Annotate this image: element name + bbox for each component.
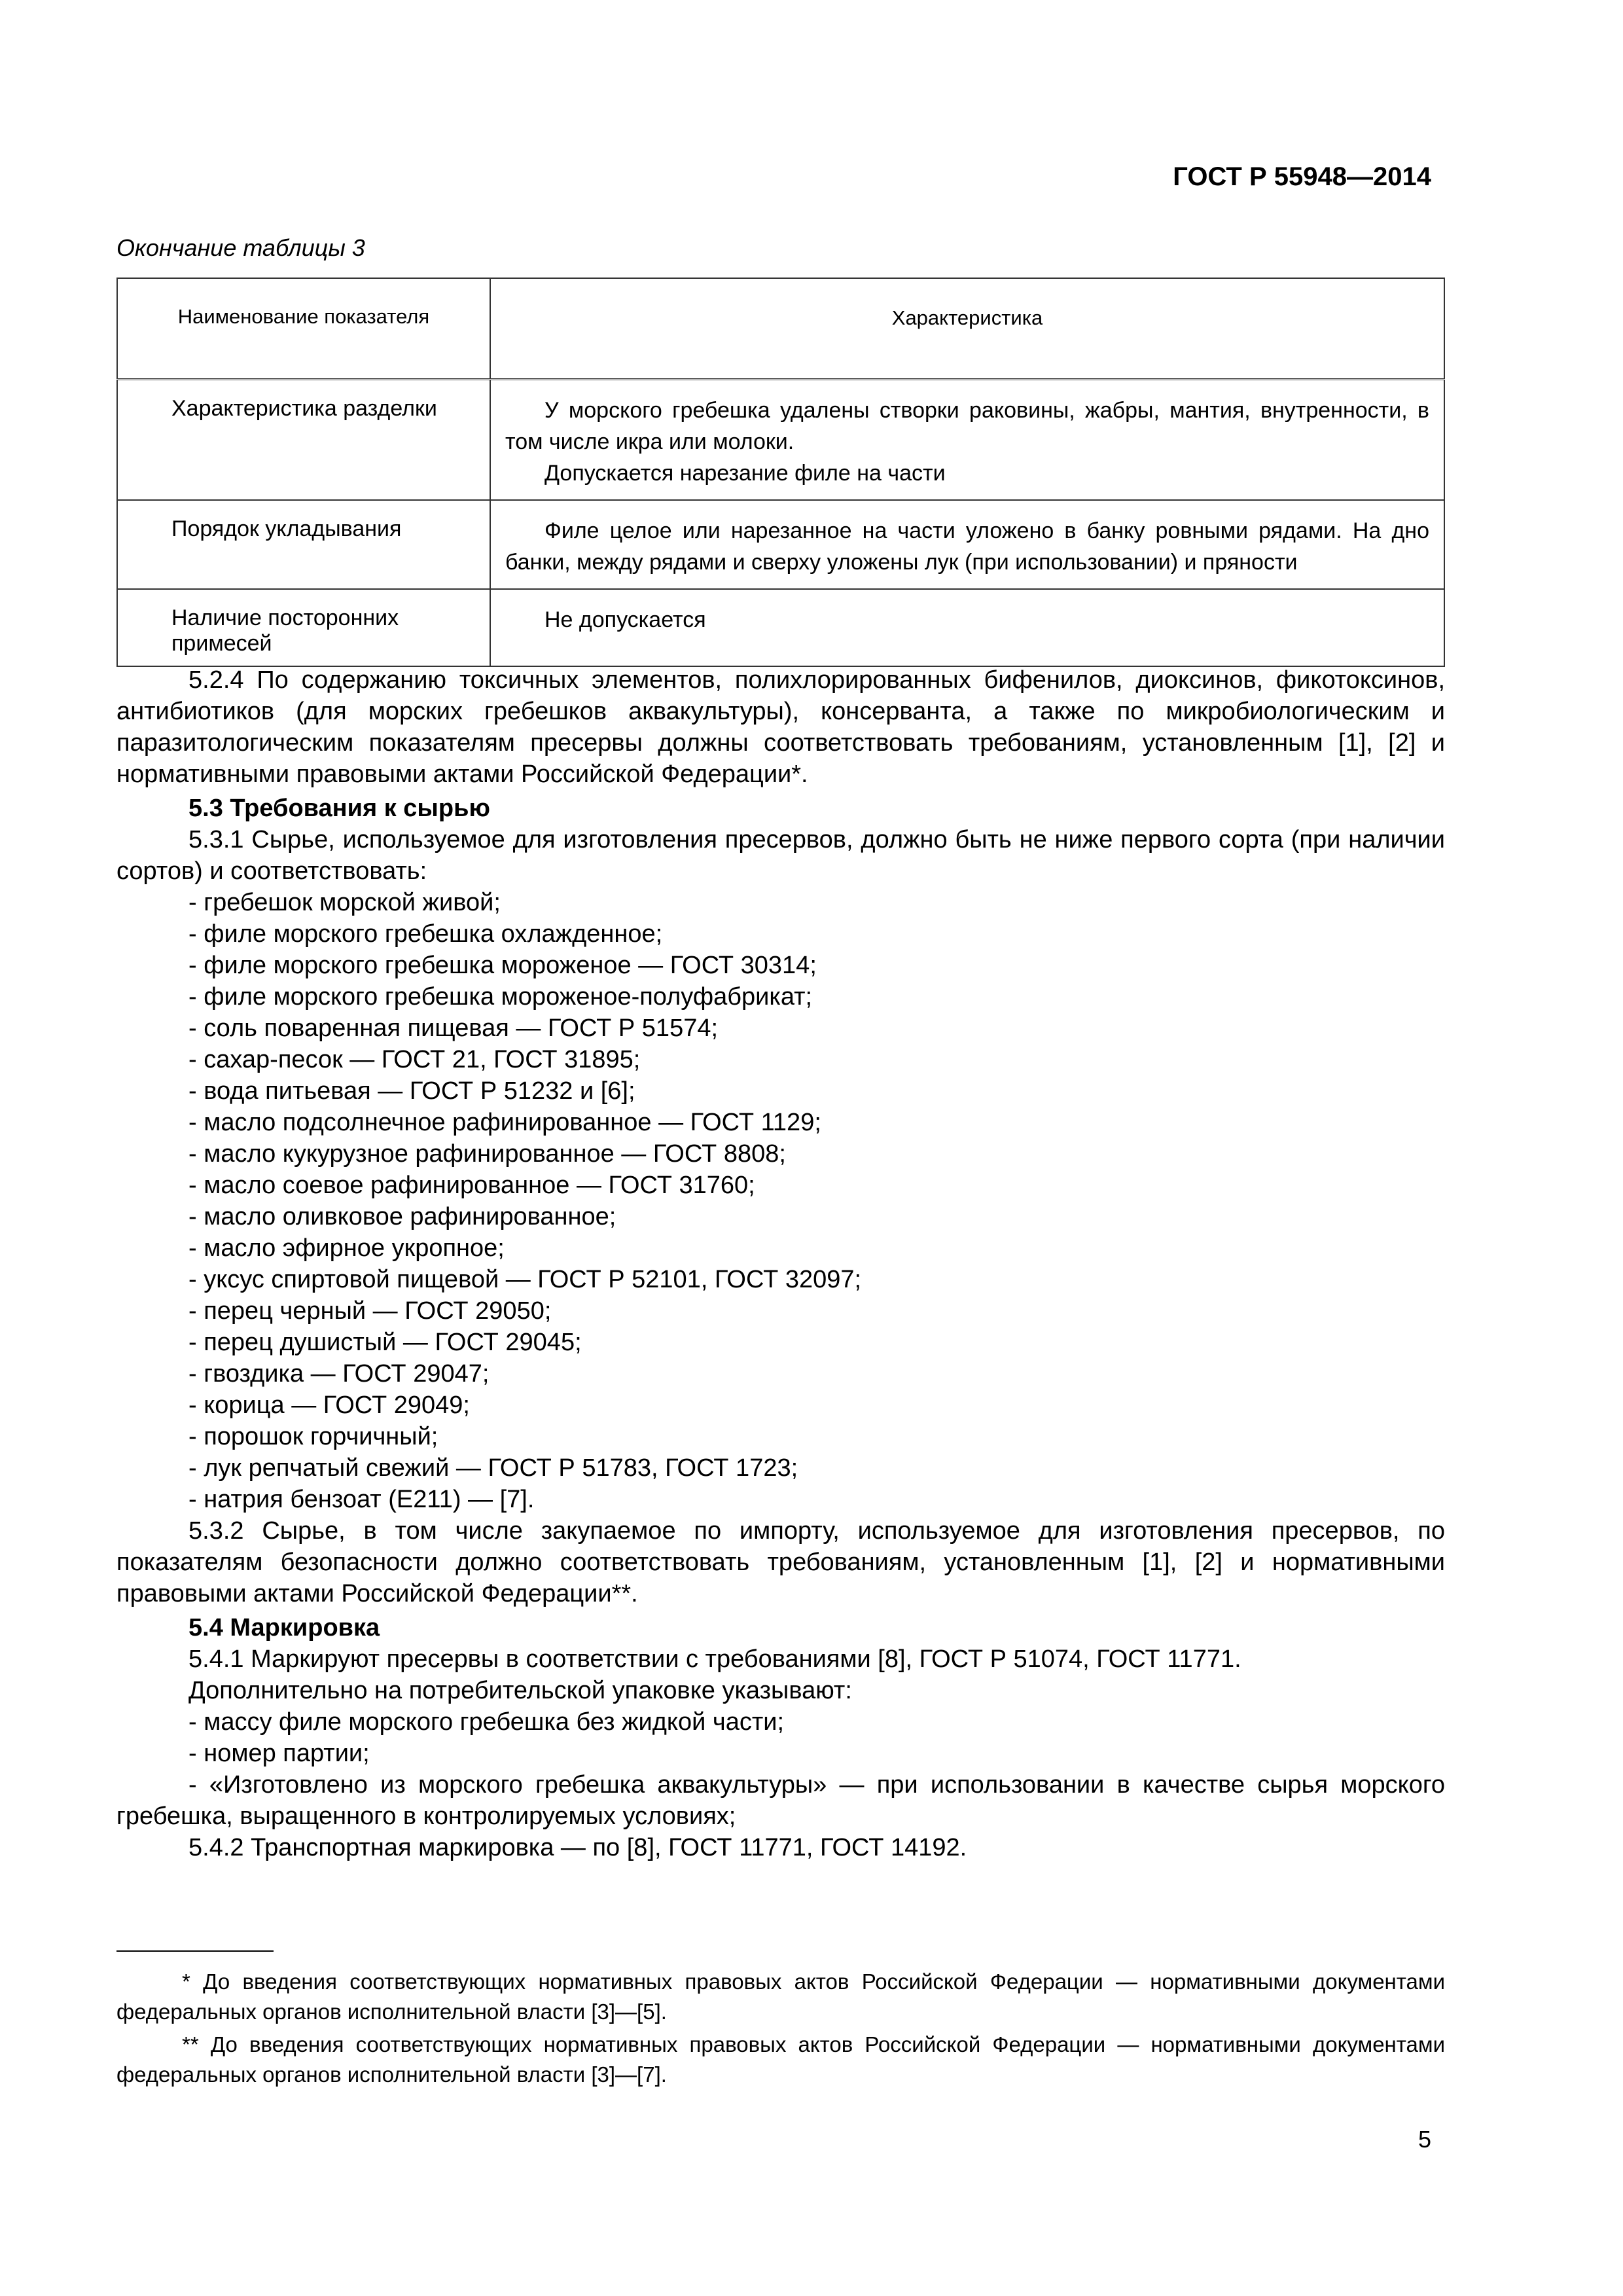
list-item: - перец душистый — ГОСТ 29045; (188, 1329, 582, 1356)
list-item: - соль поваренная пищевая — ГОСТ Р 51574; (188, 1014, 719, 1042)
list-item: - гвоздика — ГОСТ 29047; (188, 1360, 490, 1388)
section-heading-5-4: 5.4 Маркировка (188, 1614, 380, 1641)
column-header-name: Наименование показателя (117, 278, 490, 380)
list-item: - филе морского гребешка мороженое — ГОСТ 30314; (188, 952, 817, 979)
paragraph-5-4-1-additional: Дополнительно на потребительской упаковке указывают: (188, 1677, 852, 1704)
list-item: - номер партии; (188, 1740, 370, 1767)
list-item: - масло оливковое рафинированное; (188, 1203, 616, 1230)
table-row (117, 380, 1444, 501)
list-item: - сахар-песок — ГОСТ 21, ГОСТ 31895; (188, 1046, 641, 1073)
document-id: ГОСТ Р 55948—2014 (1173, 162, 1431, 191)
row-desc-text: Филе целое или нарезанное на части уложено в банку ровными рядами. На дно банки, между рядами и сверху уложены лук (при использовании) и пряности (505, 518, 1429, 575)
list-item: - масло кукурузное рафинированное — ГОСТ 8808; (188, 1140, 786, 1168)
list-item: - массу филе морского гребешка без жидкой части; (188, 1708, 785, 1736)
row-name: Характеристика разделки (171, 396, 437, 421)
paragraph-5-3-1: 5.3.1 Сырье, используемое для изготовления пресервов, должно быть не ниже первого сорта (при наличии сортов) и соответствовать: (116, 826, 1445, 885)
table-caption: Окончание таблицы 3 (116, 234, 365, 261)
footnote-separator (116, 1950, 274, 1952)
paragraph-5-3-2: 5.3.2 Сырье, в том числе закупаемое по импорту, используемое для изготовления пресервов, по показателям безопасности должно соответствовать требованиям, установленным [1], [2] и нормативными правовыми актами Российской Федерации**. (116, 1517, 1445, 1607)
row-desc-cell (490, 380, 1444, 501)
raw-materials-list (116, 887, 1445, 1515)
paragraph-5-4-1: 5.4.1 Маркируют пресервы в соответствии с требованиями [8], ГОСТ Р 51074, ГОСТ 11771. (188, 1645, 1241, 1673)
list-item: - порошок горчичный; (188, 1423, 438, 1450)
list-item: - филе морского гребешка мороженое-полуфабрикат; (188, 983, 813, 1011)
list-item: - вода питьевая — ГОСТ Р 51232 и [6]; (188, 1077, 635, 1105)
row-name-cell (117, 500, 490, 589)
list-item: - масло соевое рафинированное — ГОСТ 31760; (188, 1172, 755, 1199)
document-body (116, 664, 1445, 1863)
table-header-row (117, 278, 1444, 380)
list-item: - филе морского гребешка охлажденное; (188, 920, 663, 948)
paragraph-5-4-2: 5.4.2 Транспортная маркировка — по [8], ГОСТ 11771, ГОСТ 14192. (188, 1834, 967, 1861)
footnote: * До введения соответствующих нормативных правовых актов Российской Федерации — нормативными документами федеральных органов исполнительной власти [3]—[5]. (116, 1969, 1445, 2024)
row-name-cell (117, 589, 490, 666)
row-desc-text: Не допускается (544, 607, 706, 632)
list-item: - уксус спиртовой пищевой — ГОСТ Р 52101, ГОСТ 32097; (188, 1266, 862, 1293)
list-item: - лук репчатый свежий — ГОСТ Р 51783, ГОСТ 1723; (188, 1454, 798, 1482)
labeling-list (116, 1706, 1445, 1832)
row-desc-text: У морского гребешка удалены створки раковины, жабры, мантия, внутренности, в том числе икра или молоки. (505, 398, 1429, 454)
properties-table (116, 278, 1445, 667)
list-item: - масло подсолнечное рафинированное — ГОСТ 1129; (188, 1109, 821, 1136)
list-item: - перец черный — ГОСТ 29050; (188, 1297, 552, 1325)
table-row (117, 589, 1444, 666)
row-name: Порядок укладывания (171, 516, 402, 541)
page-number: 5 (1418, 2126, 1431, 2153)
row-desc-text: Допускается нарезание филе на части (544, 461, 946, 486)
row-name-cell (117, 380, 490, 501)
footnotes (116, 1967, 1445, 2092)
list-item: - масло эфирное укропное; (188, 1234, 505, 1262)
table-row (117, 500, 1444, 589)
row-desc-cell (490, 500, 1444, 589)
list-item: - «Изготовлено из морского гребешка аквакультуры» — при использовании в качестве сырья морского гребешка, выращенного в контролируемых условиях; (116, 1771, 1445, 1830)
list-item: - корица — ГОСТ 29049; (188, 1391, 470, 1419)
section-heading-5-3: 5.3 Требования к сырью (188, 795, 490, 822)
footnote: ** До введения соответствующих нормативных правовых актов Российской Федерации — нормативными документами федеральных органов исполнительной власти [3]—[7]. (116, 2032, 1445, 2087)
row-name: Наличие посторонних примесей (171, 605, 399, 656)
list-item: - натрия бензоат (Е211) — [7]. (188, 1486, 535, 1513)
paragraph-5-2-4: 5.2.4 По содержанию токсичных элементов, полихлорированных бифенилов, диоксинов, фикотоксинов, антибиотиков (для морских гребешков аквакультуры), консерванта, а также по микробиологическим и паразитологическим показателям пресервы должны соответствовать требованиям, установленным [1], [2] и нормативными правовыми актами Российской Федерации*. (116, 666, 1445, 788)
list-item: - гребешок морской живой; (188, 889, 501, 916)
row-desc-cell (490, 589, 1444, 666)
column-header-characteristic: Характеристика (490, 278, 1444, 380)
